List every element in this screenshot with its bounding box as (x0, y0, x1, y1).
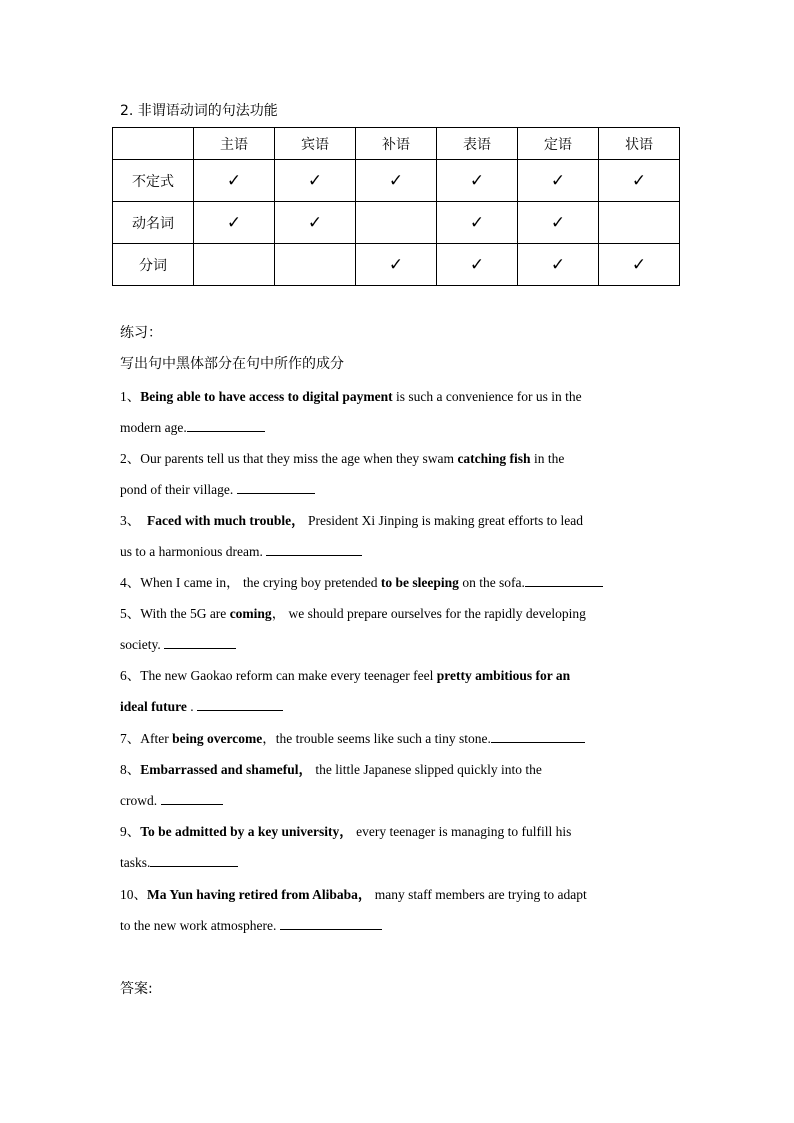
question-3: 3、 Faced with much trouble， President Xi Jinping is making great efforts to lead us to a harmonious dream. (120, 513, 583, 559)
empty-cell (356, 202, 437, 244)
bold-phrase: coming (229, 606, 272, 621)
check-icon: ✓ (599, 244, 680, 286)
question-4: 4、When I came in， the crying boy pretended to be sleeping on the sofa. (120, 567, 680, 598)
check-icon: ✓ (437, 160, 518, 202)
header-predicative: 表语 (437, 128, 518, 160)
answers-heading: 答案: (120, 981, 153, 997)
empty-cell (599, 202, 680, 244)
empty-cell (194, 244, 275, 286)
row-label: 不定式 (113, 160, 194, 202)
question-9: 9、To be admitted by a key university， every teenager is managing to fulfill his tasks. (120, 824, 572, 870)
answer-blank[interactable] (525, 571, 603, 587)
bold-phrase: pretty ambitious for an (436, 668, 571, 683)
table-row (113, 244, 680, 286)
check-icon: ✓ (194, 202, 275, 244)
check-icon: ✓ (518, 202, 599, 244)
header-corner (113, 128, 194, 160)
answer-blank[interactable] (280, 914, 382, 930)
table-header-row (113, 128, 680, 160)
question-8: 8、Embarrassed and shameful， the little Japanese slipped quickly into the crowd. (120, 762, 542, 808)
question-1: 1、Being able to have access to digital payment is such a convenience for us in the modern age. (120, 389, 582, 435)
section-title: 2. 非谓语动词的句法功能 (120, 103, 278, 119)
empty-cell (275, 244, 356, 286)
answer-blank[interactable] (266, 540, 362, 556)
check-icon: ✓ (275, 202, 356, 244)
bold-phrase: To be admitted by a key university， (140, 824, 353, 839)
header-subject: 主语 (194, 128, 275, 160)
check-icon: ✓ (518, 244, 599, 286)
bold-phrase: Ma Yun having retired from Alibaba， (147, 887, 372, 902)
answer-blank[interactable] (197, 695, 283, 711)
bold-phrase: being overcome (172, 731, 263, 746)
header-adverbial: 状语 (599, 128, 680, 160)
table-row (113, 202, 680, 244)
answer-blank[interactable] (237, 478, 315, 494)
answer-blank[interactable] (187, 416, 265, 432)
question-7: 7、After being overcome，the trouble seems like such a tiny stone. (120, 723, 680, 754)
check-icon: ✓ (356, 160, 437, 202)
answer-blank[interactable] (161, 789, 223, 805)
bold-phrase: ideal future (120, 699, 187, 714)
row-label: 分词 (113, 244, 194, 286)
question-6: 6、The new Gaokao reform can make every teenager feel pretty ambitious for an ideal future . (120, 668, 571, 714)
bold-phrase: catching fish (457, 451, 531, 466)
check-icon: ✓ (194, 160, 275, 202)
check-icon: ✓ (599, 160, 680, 202)
header-complement: 补语 (356, 128, 437, 160)
bold-phrase: to be sleeping (380, 575, 459, 590)
bold-phrase: Faced with much trouble， (147, 513, 305, 528)
table-row (113, 160, 680, 202)
syntax-function-table (112, 127, 680, 286)
check-icon: ✓ (518, 160, 599, 202)
question-2: 2、Our parents tell us that they miss the age when they swam catching fish in the pond of their village. (120, 451, 565, 497)
check-icon: ✓ (437, 202, 518, 244)
bold-phrase: Embarrassed and shameful， (140, 762, 313, 777)
check-icon: ✓ (356, 244, 437, 286)
row-label: 动名词 (113, 202, 194, 244)
question-5: 5、With the 5G are coming， we should prepare ourselves for the rapidly developing society. (120, 606, 586, 652)
exercise-heading: 练习： (120, 325, 162, 341)
header-object: 宾语 (275, 128, 356, 160)
question-10: 10、Ma Yun having retired from Alibaba， many staff members are trying to adapt to the new work atmosphere. (120, 887, 587, 933)
check-icon: ✓ (275, 160, 356, 202)
check-icon: ✓ (437, 244, 518, 286)
header-attributive: 定语 (518, 128, 599, 160)
answer-blank[interactable] (150, 851, 238, 867)
exercise-instruction: 写出句中黑体部分在句中所作的成分 (120, 356, 344, 372)
bold-phrase: Being able to have access to digital payment (140, 389, 393, 404)
answer-blank[interactable] (164, 633, 236, 649)
answer-blank[interactable] (491, 727, 585, 743)
